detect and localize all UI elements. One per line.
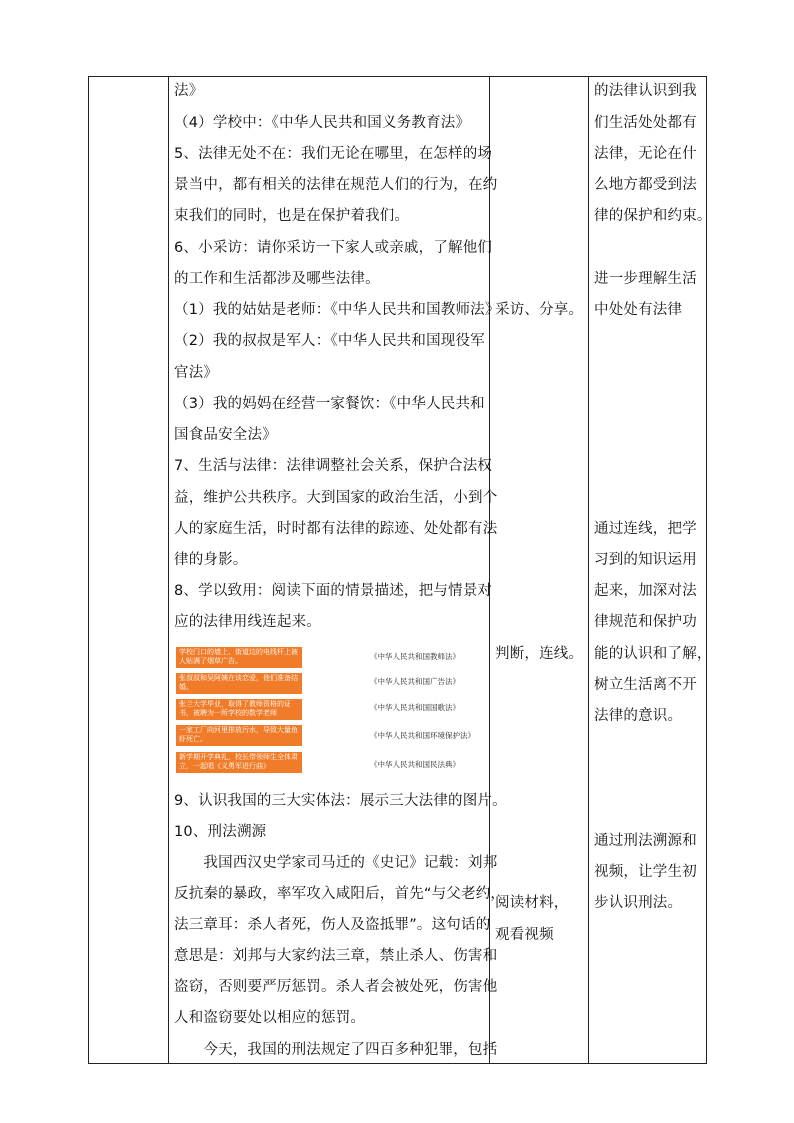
- content-line: 人和盗窃要处以相应的惩罚。: [174, 1010, 366, 1026]
- intent-line: 中处处有法律: [594, 302, 683, 318]
- content-line: 景当中，都有相关的法律在规范人们的行为，在约: [174, 177, 498, 193]
- law-label: 《中华人民共和国环境保护法》: [370, 731, 475, 740]
- content-line: 今天，我国的刑法规定了四百多种犯罪，包括: [174, 1042, 498, 1058]
- content-line: 5、法律无处不在：我们无论在哪里，在怎样的场: [174, 146, 493, 162]
- content-line: 10、刑法溯源: [174, 824, 267, 840]
- content-line: 应的法律用线连起来。: [174, 614, 321, 630]
- activity-line: 判断，连线。: [495, 646, 584, 662]
- content-line: 束我们的同时，也是在保护着我们。: [174, 208, 410, 224]
- content-line: （2）我的叔叔是军人：《中华人民共和国现役军: [174, 333, 485, 349]
- content-line: 人的家庭生活，时时都有法律的踪迹、处处都有法: [174, 521, 498, 537]
- intent-line: 起来，加深对法: [594, 583, 697, 599]
- content-line: 律的身影。: [174, 552, 248, 568]
- scenario-box: 新学期开学典礼，校长带领师生全体肃立，一起唱《义勇军进行曲》: [176, 752, 302, 773]
- law-label: 《中华人民共和国教师法》: [370, 652, 460, 661]
- content-line: 意思是：刘邦与大家约法三章，禁止杀人、伤害和: [174, 948, 498, 964]
- intent-line: 进一步理解生活: [594, 271, 697, 287]
- scenario-box: 张兰大学毕业，取得了教师资格的证书，被聘为一所学校的数学老师: [176, 699, 302, 720]
- intent-line: 们生活处处都有: [594, 115, 697, 131]
- intent-line: 法律，无论在什: [594, 146, 697, 162]
- content-line: 盗窃，否则要严厉惩罚。杀人者会被处死，伤害他: [174, 979, 498, 995]
- intent-line: 树立生活离不开: [594, 677, 697, 693]
- intent-line: 律规范和保护功: [594, 614, 697, 630]
- intent-line: 的法律认识到我: [594, 83, 697, 99]
- content-line: 我国西汉史学家司马迁的《史记》记载：刘邦: [174, 855, 498, 871]
- law-label: 《中华人民共和国国歌法》: [370, 703, 460, 712]
- content-line: （4）学校中：《中华人民共和国义务教育法》: [174, 115, 471, 131]
- scenario-box: 张叔叔和吴阿姨在谈恋爱，他们准备结婚。: [176, 673, 302, 694]
- law-label: 《中华人民共和国广告法》: [370, 677, 460, 686]
- content-line: 的工作和生活都涉及哪些法律。: [174, 271, 380, 287]
- intent-line: 通过刑法溯源和: [594, 833, 697, 849]
- content-line: 益，维护公共秩序。大到国家的政治生活，小到个: [174, 490, 498, 506]
- intent-line: 视频，让学生初: [594, 864, 697, 880]
- content-line: （3）我的妈妈在经营一家餐饮：《中华人民共和: [174, 396, 485, 412]
- content-line: 7、生活与法律：法律调整社会关系，保护合法权: [174, 458, 493, 474]
- scenario-box: 学校门口的墙上、街道边的电线杆上被人贴满了烟草广告。: [176, 647, 302, 668]
- content-line: 6、小采访：请你采访一下家人或亲戚，了解他们: [174, 240, 493, 256]
- intent-line: 能的认识和了解，: [594, 646, 712, 662]
- content-line: 法》: [174, 83, 204, 99]
- activity-line: 观看视频: [495, 927, 554, 943]
- content-line: （1）我的姑姑是老师：《中华人民共和国教师法》: [174, 302, 500, 318]
- content-line: 反抗秦的暴政，率军攻入咸阳后，首先“与父老约，: [174, 886, 506, 902]
- content-line: 官法》: [174, 365, 219, 381]
- intent-line: 习到的知识运用: [594, 552, 697, 568]
- column-divider: [588, 77, 589, 1063]
- intent-line: 通过连线，把学: [594, 521, 697, 537]
- activity-line: 采访、分享。: [495, 302, 584, 318]
- intent-line: 律的保护和约束。: [594, 208, 712, 224]
- law-label: 《中华人民共和国民法典》: [370, 760, 460, 769]
- content-line: 9、认识我国的三大实体法：展示三大法律的图片。: [174, 793, 507, 809]
- intent-line: 法律的意识。: [594, 708, 683, 724]
- intent-line: 步认识刑法。: [594, 895, 683, 911]
- scenario-box: 一家工厂向河里排放污水，导致大量鱼虾死亡。: [176, 725, 302, 746]
- column-divider: [168, 77, 169, 1063]
- intent-line: 么地方都受到法: [594, 177, 697, 193]
- content-line: 8、学以致用：阅读下面的情景描述，把与情景对: [174, 583, 493, 599]
- activity-line: 阅读材料，: [495, 895, 569, 911]
- content-line: 法三章耳：杀人者死，伤人及盗抵罪”。这句话的: [174, 917, 491, 933]
- content-line: 国食品安全法》: [174, 427, 277, 443]
